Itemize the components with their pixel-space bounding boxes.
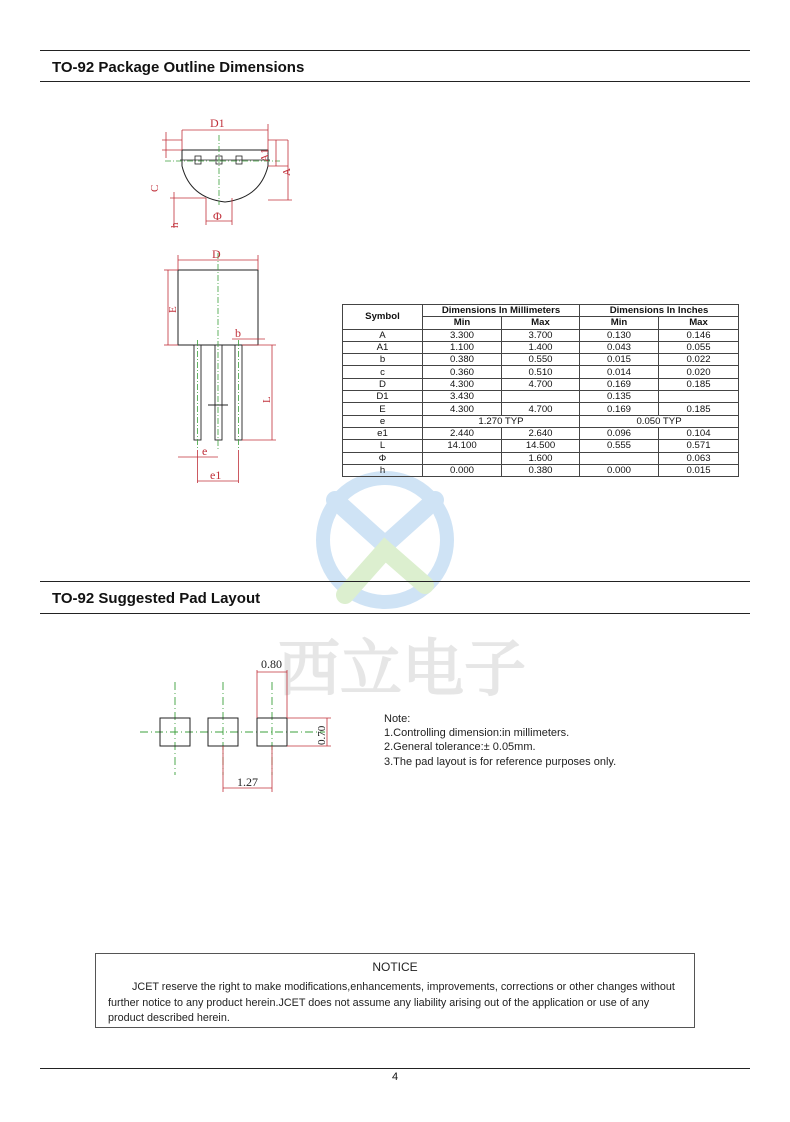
cell-mm-min: 4.300 [423,378,502,390]
label-c: C [149,184,161,192]
label-h: h [169,222,181,228]
mm-header: Dimensions In Millimeters [423,305,580,317]
footer-rule [40,1068,750,1069]
cell-mm-min: 3.430 [423,391,502,403]
cell-in-max: 0.055 [659,341,739,353]
cell-mm-max: 2.640 [502,427,580,439]
pad-layout-drawing [135,650,335,795]
notice-title: NOTICE [372,960,418,974]
top-view-drawing [140,110,310,235]
cell-in-min: 0.043 [580,341,659,353]
cell-mm-min: 14.100 [423,440,502,452]
cell-mm-max: 1.400 [502,341,580,353]
cell-in-max: 0.020 [659,366,739,378]
pad-height-label: 0.70 [316,725,328,745]
cell-in-min: 0.096 [580,427,659,439]
cell-mm-min: 0.000 [423,464,502,476]
cell-in-min [580,452,659,464]
cell-mm-max: 14.500 [502,440,580,452]
cell-in-min: 0.000 [580,464,659,476]
cell-in-max [659,391,739,403]
section-rule-bottom [40,81,750,82]
cell-in-max: 0.063 [659,452,739,464]
cell-symbol: e [343,415,423,427]
in-min-header: Min [580,317,659,329]
table-row [343,464,739,476]
cell-mm-max: 4.700 [502,403,580,415]
label-e1: e1 [210,468,222,482]
cell-mm-typ: 1.270 TYP [423,415,580,427]
notice-box [95,953,695,1028]
note-item: 2.General tolerance:± 0.05mm. [384,741,536,754]
page-number: 4 [391,1071,399,1083]
outline-section-title: TO-92 Package Outline Dimensions [52,59,305,76]
table-row [343,391,739,403]
table-row [343,415,739,427]
cell-symbol: A1 [343,341,423,353]
cell-in-min: 0.130 [580,329,659,341]
label-a: A [281,168,293,176]
table-row [343,341,739,353]
cell-in-max: 0.104 [659,427,739,439]
cell-in-max: 0.146 [659,329,739,341]
note-item: 1.Controlling dimension:in millimeters. [384,727,570,740]
cell-symbol: h [343,464,423,476]
front-view-drawing [140,245,290,485]
label-b: b [235,326,241,340]
label-e-body: E [167,306,179,313]
cell-mm-min: 0.380 [423,354,502,366]
cell-symbol: Φ [343,452,423,464]
cell-mm-max: 0.550 [502,354,580,366]
inch-header: Dimensions In Inches [580,305,739,317]
watermark-text: 西立电子 [278,632,527,705]
dimensions-table [342,304,739,477]
cell-mm-max: 0.510 [502,366,580,378]
label-l: L [261,396,273,403]
table-row [343,452,739,464]
cell-in-max: 0.571 [659,440,739,452]
pad-pitch-label: 1.27 [237,775,258,789]
cell-in-typ: 0.050 TYP [580,415,739,427]
cell-in-max: 0.185 [659,403,739,415]
cell-mm-max [502,391,580,403]
table-row [343,427,739,439]
notice-body: JCET reserve the right to make modifications,enhancements, improvements, corrections or other changes without further notice to any product herein.JCET does not assume any liability arising out of the application or use of any product described herein. [108,981,675,1024]
table-row [343,366,739,378]
cell-mm-min [423,452,502,464]
cell-mm-min: 4.300 [423,403,502,415]
cell-in-max: 0.022 [659,354,739,366]
mm-min-header: Min [423,317,502,329]
table-row [343,378,739,390]
label-phi: Φ [213,209,222,223]
cell-in-min: 0.169 [580,378,659,390]
cell-in-max: 0.015 [659,464,739,476]
notes-block [384,712,616,769]
cell-in-min: 0.014 [580,366,659,378]
notes-title: Note: [384,713,411,725]
section-rule-top [40,50,750,51]
table-row [343,329,739,341]
cell-symbol: e1 [343,427,423,439]
label-e: e [202,444,208,458]
pad-width-label: 0.80 [261,657,282,671]
cell-symbol: c [343,366,423,378]
table-header-row [343,305,739,317]
cell-symbol: D [343,378,423,390]
in-max-header: Max [659,317,739,329]
cell-mm-min: 3.300 [423,329,502,341]
table-row [343,403,739,415]
cell-mm-min: 1.100 [423,341,502,353]
pad-section-rule-bottom [40,613,750,614]
cell-mm-max: 3.700 [502,329,580,341]
cell-in-min: 0.555 [580,440,659,452]
cell-mm-min: 0.360 [423,366,502,378]
table-row [343,440,739,452]
cell-in-min: 0.169 [580,403,659,415]
cell-symbol: D1 [343,391,423,403]
mm-max-header: Max [502,317,580,329]
cell-in-max: 0.185 [659,378,739,390]
label-a1: A1 [259,148,271,162]
cell-symbol: L [343,440,423,452]
cell-mm-max: 1.600 [502,452,580,464]
label-d: D [212,247,221,261]
cell-in-min: 0.015 [580,354,659,366]
cell-symbol: b [343,354,423,366]
note-item: 3.The pad layout is for reference purposes only. [384,755,617,768]
pad-section-title: TO-92 Suggested Pad Layout [52,590,261,607]
cell-mm-min: 2.440 [423,427,502,439]
cell-in-min: 0.135 [580,391,659,403]
cell-symbol: E [343,403,423,415]
symbol-header: Symbol [343,305,423,330]
cell-symbol: A [343,329,423,341]
table-row [343,354,739,366]
cell-mm-max: 0.380 [502,464,580,476]
pad-section-rule-top [40,581,750,582]
cell-mm-max: 4.700 [502,378,580,390]
label-d1: D1 [210,116,225,130]
